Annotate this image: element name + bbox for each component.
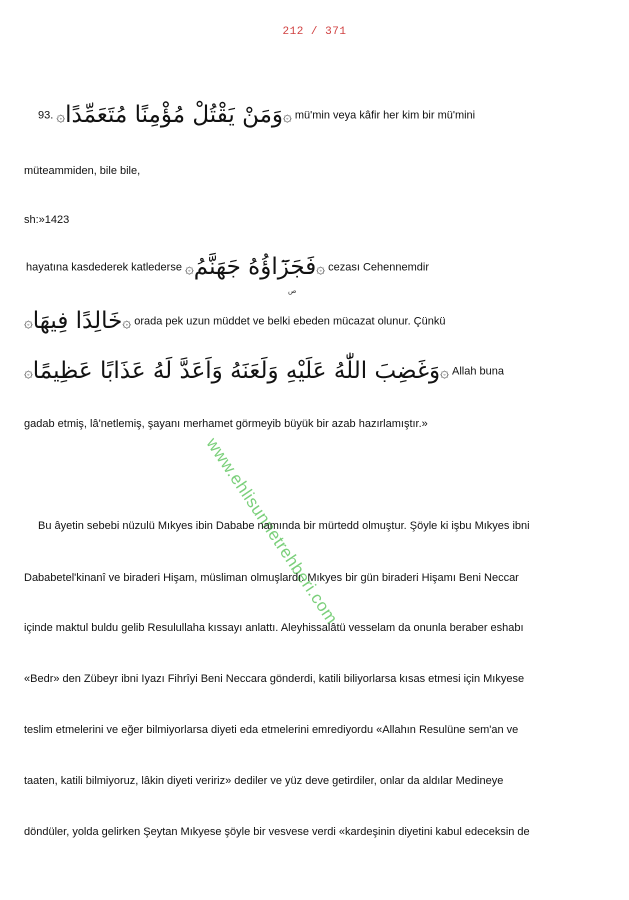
ornament-close-icon: ۞: [283, 106, 292, 125]
verse-line-93: [38, 104, 475, 127]
ornament-open-icon: ۞: [24, 362, 33, 381]
paragraph-line: taaten, katili bilmiyoruz, lâkin diyeti veririz» dediler ve yüz deve getirdiler, onlar da aldılar Medineye: [24, 775, 504, 787]
paragraph-line: Dababetel'kinanî ve biraderi Hişam, müsliman olmuşlardı. Mıkyes bir gün biraderi Hişamı Beni Neccar: [24, 572, 519, 584]
ornament-open-icon: ۞: [185, 258, 194, 277]
paragraph-line: teslim etmelerini ve eğer bilmiyorlarsa diyeti eda etmelerini emrediyordu «Allahın Resulüne sem'an ve: [24, 724, 519, 736]
arabic-verse-text: فَجَزَٓاؤُهُ جَهَنَّمُ: [193, 254, 317, 280]
text-line: müteammiden, bile bile,: [24, 165, 141, 177]
arabic-verse-text: خَالِدًا فِيهَا: [32, 308, 123, 334]
paragraph-line: içinde maktul buldu gelib Resulullaha kıssayı anlattı. Aleyhissalâtü vesselam da onunla beraber eshabı: [24, 622, 524, 634]
verse-number: 93.: [38, 109, 54, 122]
arabic-verse-text: وَمَنْ يَقْتُلْ مُؤْمِنًا مُتَعَمِّدًا: [65, 102, 284, 128]
ornament-open-icon: ۞: [56, 106, 66, 125]
verse-translation: Allah buna: [452, 365, 504, 378]
verse-translation: orada pek uzun müddet ve belki ebeden mücazat olunur. Çünkü: [134, 315, 446, 328]
arabic-verse-text: وَغَضِبَ اللّٰهُ عَلَيْهِ وَلَعَنَهُ وَاَعَدَّ لَهُ عَذَابًا عَظِيمًا: [32, 358, 441, 384]
text-before: hayatına kasdederek katlederse: [26, 261, 182, 274]
page-indicator: 212 / 371: [282, 26, 347, 38]
verse-line: [26, 256, 429, 279]
small-mark: ص: [288, 287, 297, 295]
paragraph-line: Bu âyetin sebebi nüzulü Mıkyes ibin Dababe namında bir mürtedd olmuştur. Şöyle ki işbu Mıkyes ibni: [38, 520, 530, 532]
verse-line: [24, 310, 445, 333]
ornament-close-icon: ۞: [316, 258, 326, 277]
ornament-close-icon: ۞: [122, 312, 132, 331]
ornament-open-icon: ۞: [24, 312, 33, 331]
ornament-close-icon: ۞: [440, 362, 449, 381]
paragraph-line: «Bedr» den Zübeyr ibni Iyazı Fihrîyi Beni Neccara gönderdi, katili biliyorlarsa kısas etmesi için Mıkyese: [24, 673, 525, 685]
verse-translation: mü'min veya kâfir her kim bir mü'mini: [294, 109, 476, 122]
text-line: gadab etmiş, lâ'netlemiş, şayanı merhamet görmeyib büyük bir azab hazırlamıştır.»: [24, 418, 428, 430]
verse-translation: cezası Cehennemdir: [328, 261, 430, 274]
verse-line: [24, 360, 504, 383]
reference-line: sh:»1423: [24, 214, 70, 226]
watermark: www.ehlisunnetrehberi.com: [202, 434, 342, 628]
paragraph-line: döndüler, yolda gelirken Şeytan Mıkyese şöyle bir vesvese verdi «kardeşinin diyetini kabul edeceksin de: [24, 826, 530, 838]
